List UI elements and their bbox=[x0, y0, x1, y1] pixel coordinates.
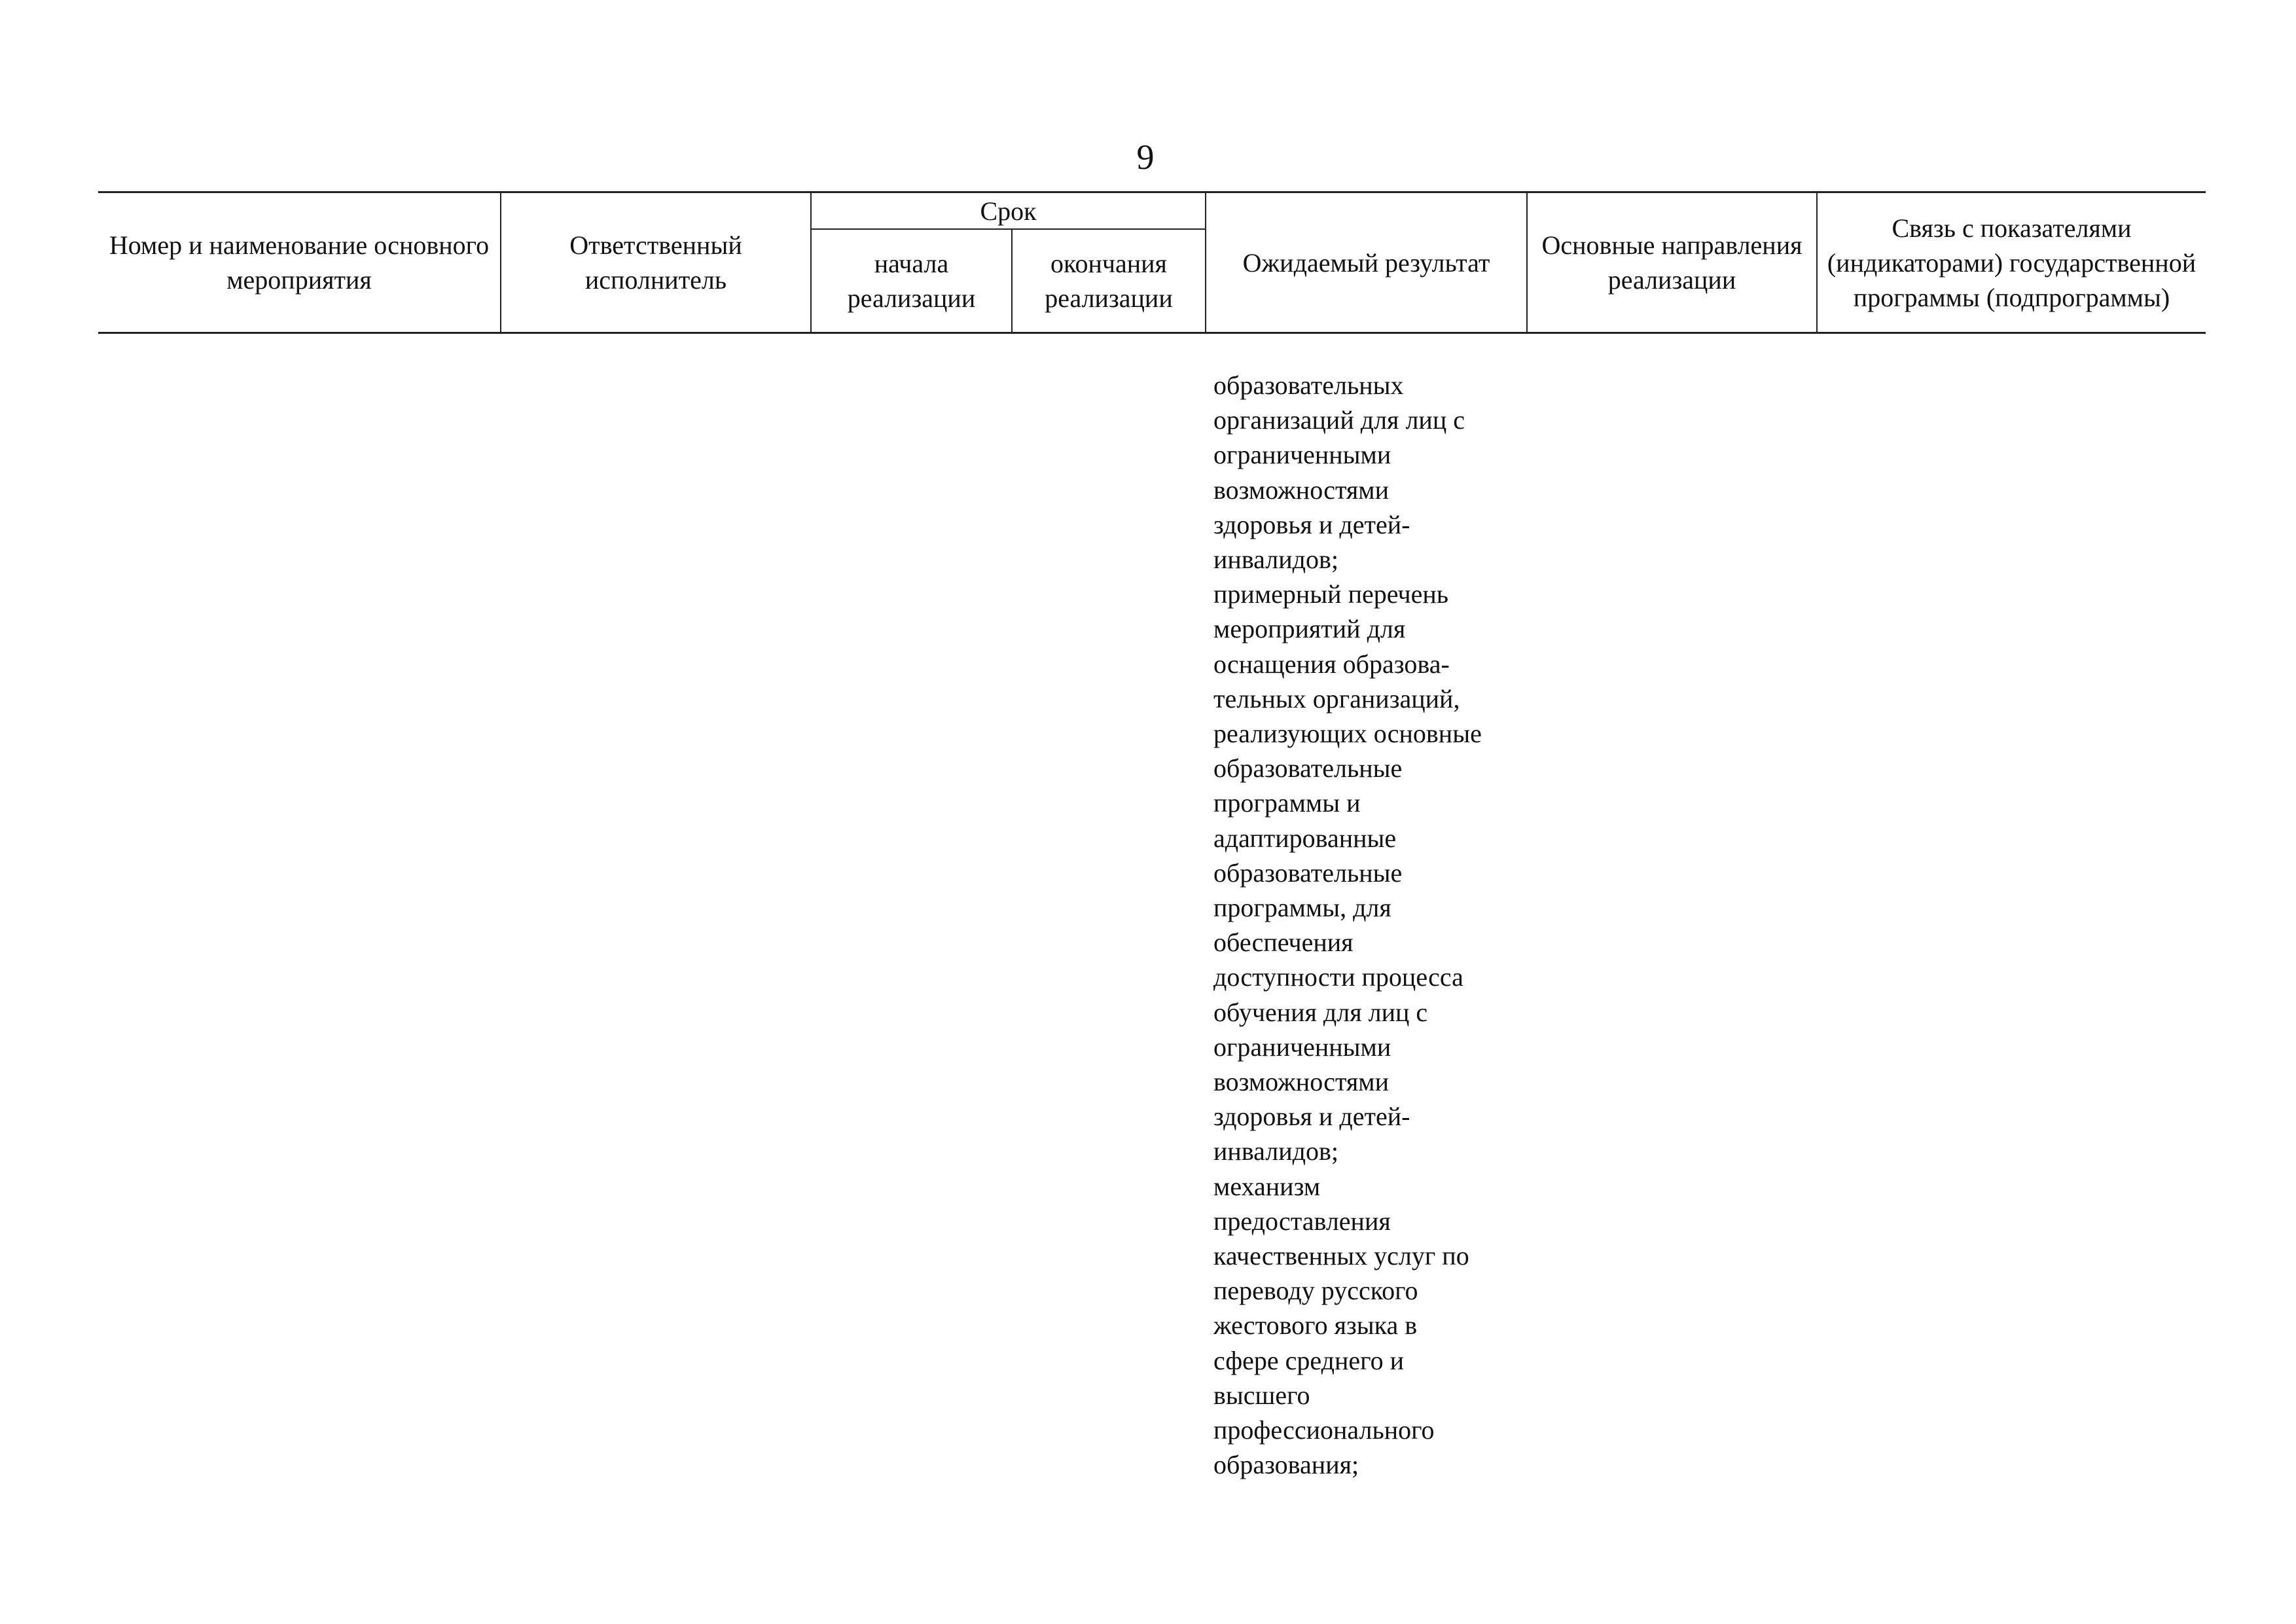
result-text-line: примерный перечень bbox=[1213, 579, 1449, 609]
result-text-line: возможностями bbox=[1213, 1067, 1390, 1097]
column-header-start: начала реализации bbox=[811, 229, 1012, 333]
result-text-line: программы, для bbox=[1213, 893, 1391, 923]
result-text-line: механизм bbox=[1213, 1171, 1321, 1201]
column-header-executor: Ответственный исполнитель bbox=[501, 192, 811, 333]
result-text-line: образовательные bbox=[1213, 857, 1403, 888]
column-header-indicators: Связь с показателями (индикаторами) государственной программы (подпрограммы) bbox=[1817, 192, 2206, 333]
result-text-line: инвалидов; bbox=[1213, 545, 1338, 575]
result-text-line: мероприятий для bbox=[1213, 614, 1406, 644]
result-text-line: качественных услуг по bbox=[1213, 1241, 1469, 1271]
result-text-line: высшего bbox=[1213, 1380, 1310, 1410]
result-text-line: доступности процесса bbox=[1213, 962, 1463, 992]
result-text-line: реализующих основные bbox=[1213, 719, 1482, 749]
column-header-end: окончания реализации bbox=[1012, 229, 1206, 333]
column-header-event: Номер и наименование основного мероприятия bbox=[98, 192, 501, 333]
result-text-line: обучения для лиц с bbox=[1213, 997, 1428, 1027]
result-text-line: инвалидов; bbox=[1213, 1136, 1338, 1166]
result-text-line: сфере среднего и bbox=[1213, 1345, 1404, 1375]
result-text-line: здоровья и детей- bbox=[1213, 1102, 1410, 1132]
result-text-line: возможностями bbox=[1213, 475, 1390, 505]
result-text-line: переводу русского bbox=[1213, 1276, 1418, 1306]
result-text-line: образовательных bbox=[1213, 370, 1404, 400]
result-text-line: организаций для лиц с bbox=[1213, 405, 1465, 435]
result-text-line: профессионального bbox=[1213, 1415, 1435, 1445]
result-text-line: программы и bbox=[1213, 788, 1361, 818]
result-text-line: образования; bbox=[1213, 1450, 1359, 1480]
column-header-directions: Основные направления реализации bbox=[1527, 192, 1817, 333]
result-text-line: тельных организаций, bbox=[1213, 683, 1460, 713]
result-text-line: здоровья и детей- bbox=[1213, 509, 1410, 539]
result-text-line: жестового языка в bbox=[1213, 1310, 1418, 1341]
expected-result-cell bbox=[1213, 368, 1541, 1483]
result-text-line: оснащения образова- bbox=[1213, 649, 1450, 679]
result-text-line: обеспечения bbox=[1213, 928, 1354, 958]
page-number: 9 bbox=[1136, 137, 1155, 177]
result-text-line: образовательные bbox=[1213, 753, 1403, 784]
result-text-line: ограниченными bbox=[1213, 440, 1391, 470]
column-header-result: Ожидаемый результат bbox=[1206, 192, 1527, 333]
result-text-line: предоставления bbox=[1213, 1206, 1391, 1236]
result-text-line: адаптированные bbox=[1213, 823, 1397, 853]
column-header-term: Срок bbox=[811, 192, 1206, 230]
table-header bbox=[98, 191, 2206, 334]
result-text-line: ограниченными bbox=[1213, 1032, 1391, 1062]
